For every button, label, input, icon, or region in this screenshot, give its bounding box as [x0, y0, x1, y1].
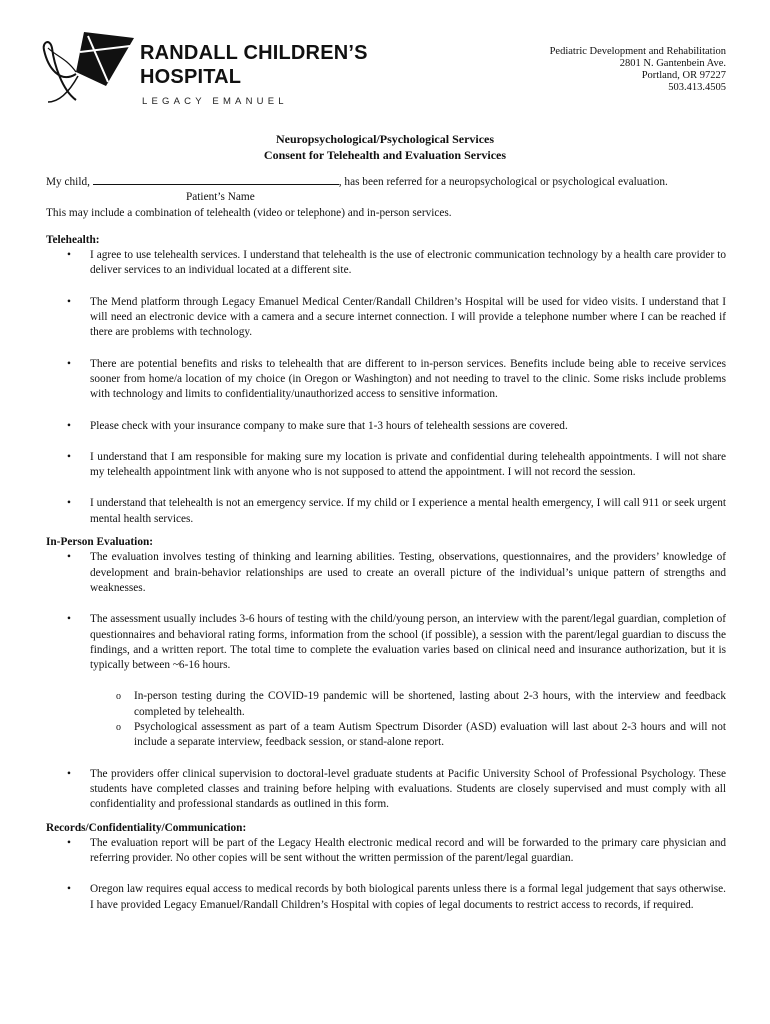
list-item: • The Mend platform through Legacy Emanuel Medical Center/Randall Children’s Hospital will be used for video visits. I understand that I will need an electronic device with a camera and a secure internet connection. I will provide a telephone number where I can be reached if there are problems with technology.	[46, 295, 726, 341]
telehealth-heading: Telehealth:	[46, 233, 100, 246]
list-item-text: The assessment usually includes 3-6 hours of testing with the child/young person, an interview with the parent/legal guardian, completion of questionnaires and behavioral rating forms, information from the school (if possible), a session with the parent/legal guardian to discuss the findings, and a written report. The total time to complete the evaluation varies based on clinical need and insurance authorization, but it is typically between ~6-16 hours.	[90, 613, 726, 672]
address-street: 2801 N. Gantenbein Ave.	[619, 58, 726, 69]
logo-name-line1: RANDALL CHILDREN’S	[140, 42, 368, 64]
list-item: • The providers offer clinical supervision to doctoral-level graduate students at Pacific University School of Professional Psychology. These students have completed classes and training before helping with evaluations. Students are closely supervised and must comply with all confidentiality and professional standards as outlined in this form.	[46, 767, 726, 813]
list-item: • I understand that telehealth is not an emergency service. If my child or I experience a mental health emergency, I will call 911 or seek urgent mental health services.	[46, 496, 726, 527]
intro-prefix: My child,	[46, 176, 90, 188]
list-item: • The evaluation involves testing of thinking and learning abilities. Testing, observations, questionnaires, and the providers’ knowledge of development and brain-behavior relationships are used to create an overall picture of the individual’s unique pattern of strengths and weaknesses.	[46, 550, 726, 596]
list-item: • Oregon law requires equal access to medical records by both biological parents unless there is a formal legal judgement that says otherwise. I have provided Legacy Emanuel/Randall Children’s Hospital with copies of legal documents to restrict access to records, if required.	[46, 882, 726, 913]
list-item: • Please check with your insurance company to make sure that 1-3 hours of telehealth sessions are covered.	[46, 419, 726, 434]
department-address	[550, 46, 726, 94]
inperson-heading: In-Person Evaluation:	[46, 536, 154, 549]
sub-list-item: o In-person testing during the COVID-19 pandemic will be shortened, lasting about 2-3 hours, with the interview and feedback completed by telehealth.	[90, 689, 726, 720]
patient-name-caption: Patient’s Name	[186, 191, 255, 204]
kite-logo-icon	[36, 28, 136, 108]
title-line2: Consent for Telehealth and Evaluation Services	[263, 148, 507, 162]
address-city: Portland, OR 97227	[641, 70, 726, 81]
inperson-sublist	[90, 689, 726, 750]
address-phone: 503.413.4505	[668, 82, 726, 93]
records-list	[46, 836, 726, 913]
document-title	[0, 131, 770, 163]
title-line1: Neuropsychological/Psychological Services	[275, 132, 495, 146]
sub-list-item: o Psychological assessment as part of a team Autism Spectrum Disorder (ASD) evaluation will last about 2-3 hours and will not include a separate interview, feedback session, or stand-alone report.	[90, 720, 726, 751]
records-heading: Records/Confidentiality/Communication:	[46, 821, 247, 834]
patient-name-field[interactable]	[93, 174, 339, 185]
intro-line2: This may include a combination of telehealth (video or telephone) and in-person services.	[46, 206, 452, 219]
logo-tagline: LEGACY EMANUEL	[142, 96, 288, 107]
list-item: • The evaluation report will be part of the Legacy Health electronic medical record and will be forwarded to the primary care physician and referring provider. No other copies will be sent without the written permission of the parent/legal guardian.	[46, 836, 726, 867]
address-dept: Pediatric Development and Rehabilitation	[549, 46, 726, 57]
intro-suffix: , has been referred for a neuropsychological or psychological evaluation.	[338, 176, 668, 188]
document-body	[46, 174, 726, 929]
inperson-list	[46, 550, 726, 812]
telehealth-list	[46, 248, 726, 527]
list-item: • There are potential benefits and risks to telehealth that are different to in-person services. Benefits include being able to receive services sooner from home/a location of my choice (in Oregon or Washington) and not needing to travel to the clinic. Some risks include problems with technology and limits to confidentiality/unauthorized access to sensitive information.	[46, 357, 726, 403]
list-item: • I agree to use telehealth services. I understand that telehealth is the use of electronic communication technology by a health care provider to deliver services to an individual located at a different site.	[46, 248, 726, 279]
intro-line	[46, 174, 726, 190]
logo-name-line2: HOSPITAL	[140, 66, 242, 88]
list-item: • I understand that I am responsible for making sure my location is private and confidential during telehealth appointments. I will not share my telehealth appointment link with anyone who is not supposed to attend the appointment. I will not record the session.	[46, 450, 726, 481]
list-item	[46, 612, 726, 750]
hospital-logo	[36, 28, 368, 108]
